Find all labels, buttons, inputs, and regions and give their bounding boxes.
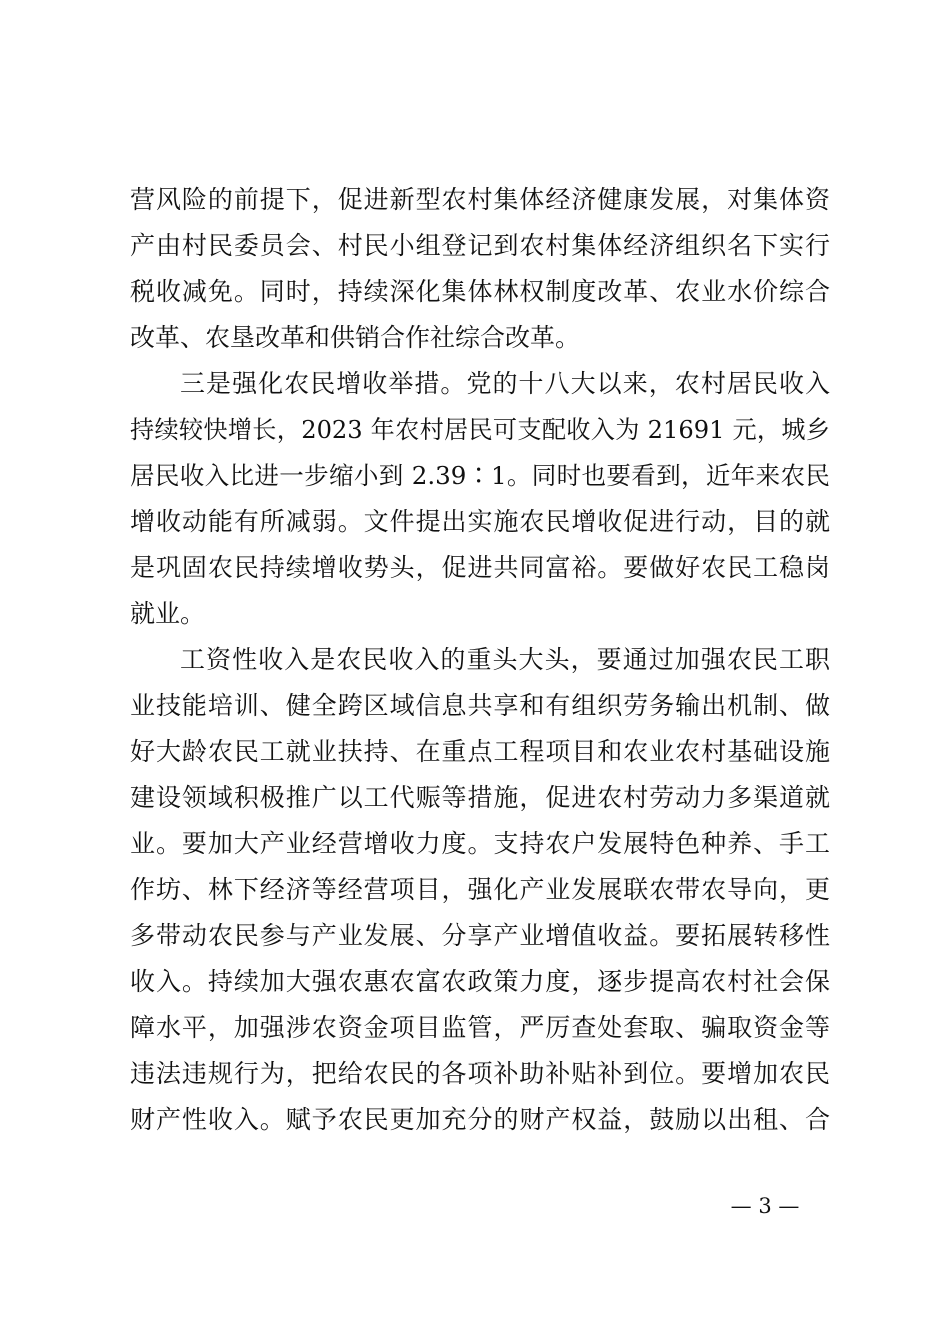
text-line: 持续较快增长，2023 年农村居民可支配收入为 21691 元，城乡	[130, 416, 830, 444]
text-line: 收入。持续加大强农惠农富农政策力度，逐步提高农村社会保	[130, 967, 830, 996]
text-line: 业技能培训、健全跨区域信息共享和有组织劳务输出机制、做	[130, 691, 830, 720]
text-line: 三是强化农民增收举措。党的十八大以来，农村居民收入	[180, 369, 830, 398]
text-line: 产由村民委员会、村民小组登记到农村集体经济组织名下实行	[130, 231, 830, 260]
text-line: 作坊、林下经济等经营项目，强化产业发展联农带农导向，更	[130, 875, 830, 904]
text-line: 就业。	[130, 599, 206, 628]
text-line: 营风险的前提下，促进新型农村集体经济健康发展，对集体资	[130, 185, 830, 214]
text-line: 居民收入比进一步缩小到 2.39∶1。同时也要看到，近年来农民	[130, 461, 830, 490]
text-line: 违法违规行为，把给农民的各项补助补贴补到位。要增加农民	[130, 1059, 830, 1088]
text-line: 好大龄农民工就业扶持、在重点工程项目和农业农村基础设施	[130, 737, 830, 766]
text-line: 是巩固农民持续增收势头，促进共同富裕。要做好农民工稳岗	[130, 553, 830, 582]
text-line: 业。要加大产业经营增收力度。支持农户发展特色种养、手工	[130, 829, 830, 858]
text-line: 建设领域积极推广以工代赈等措施，促进农村劳动力多渠道就	[130, 783, 830, 812]
text-line: 工资性收入是农民收入的重头大头，要通过加强农民工职	[180, 645, 830, 674]
text-line: 财产性收入。赋予农民更加充分的财产权益，鼓励以出租、合	[130, 1105, 830, 1134]
page-number: — 3 —	[730, 1194, 800, 1218]
text-line: 增收动能有所减弱。文件提出实施农民增收促进行动，目的就	[130, 507, 830, 536]
text-line: 改革、农垦改革和供销合作社综合改革。	[130, 323, 581, 352]
text-line: 税收减免。同时，持续深化集体林权制度改革、农业水价综合	[130, 277, 830, 306]
text-line: 多带动农民参与产业发展、分享产业增值收益。要拓展转移性	[130, 921, 830, 950]
text-line: 障水平，加强涉农资金项目监管，严厉查处套取、骗取资金等	[130, 1013, 830, 1042]
